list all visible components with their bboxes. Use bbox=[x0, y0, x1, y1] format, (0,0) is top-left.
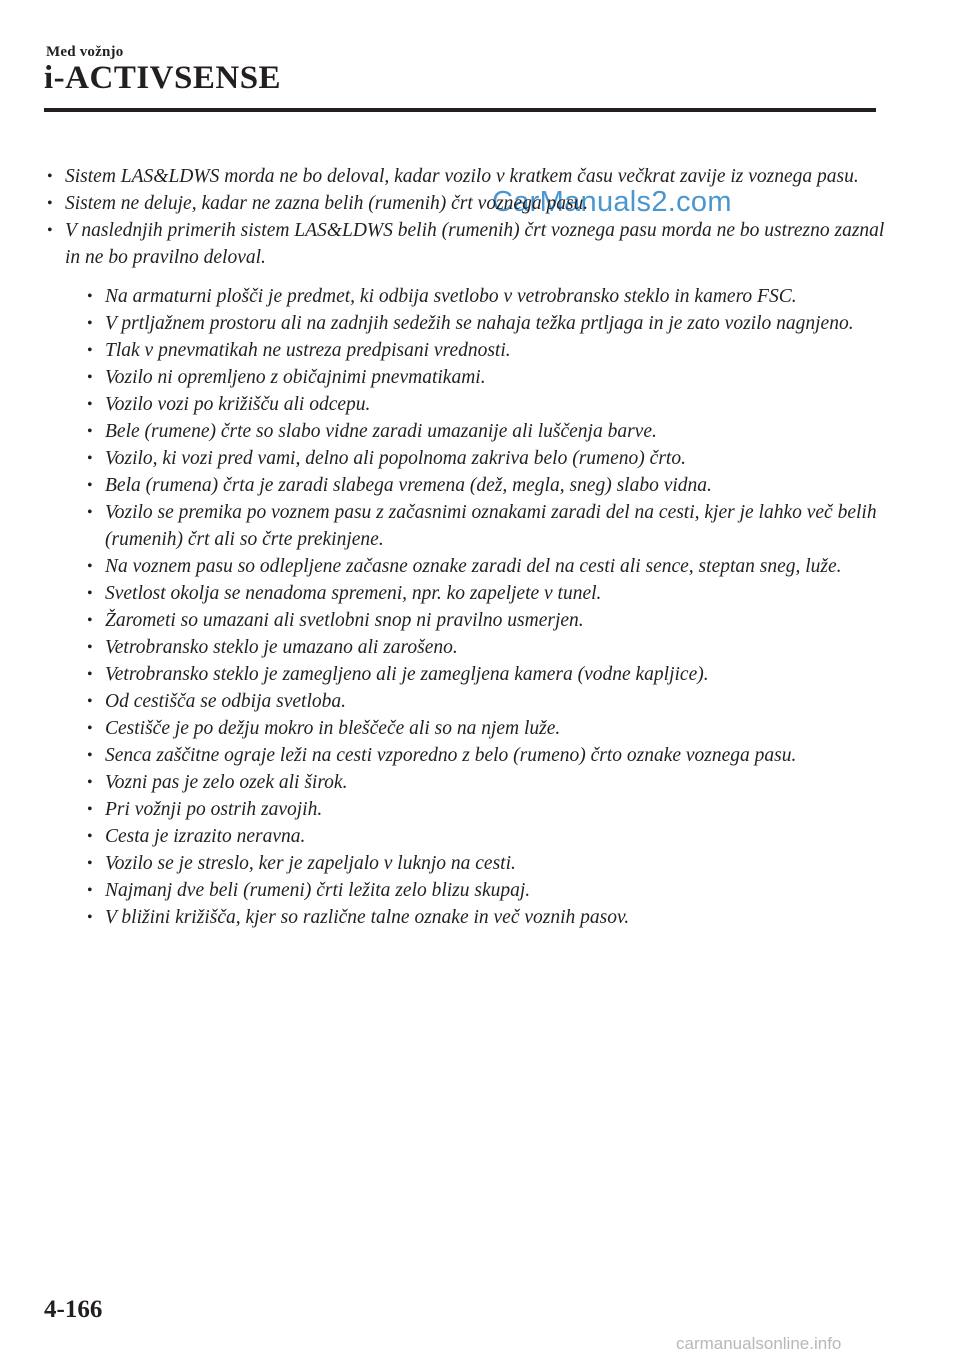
bullet-dot-icon: • bbox=[87, 747, 93, 764]
bullet-dot-icon: • bbox=[87, 612, 93, 629]
page-number: 4-166 bbox=[44, 1296, 103, 1323]
bullet-list bbox=[46, 163, 886, 931]
list-item-text: Tlak v pnevmatikah ne ustreza predpisani vrednosti. bbox=[105, 340, 511, 361]
bullet-dot-icon: • bbox=[87, 801, 93, 818]
list-item bbox=[46, 190, 886, 217]
list-item-text: Vetrobransko steklo je zamegljeno ali je zamegljena kamera (vodne kapljice). bbox=[105, 664, 709, 685]
sub-list-item bbox=[86, 904, 886, 931]
bullet-dot-icon: • bbox=[47, 168, 53, 185]
sub-list-item bbox=[86, 445, 886, 472]
sub-list-item bbox=[86, 553, 886, 580]
bullet-dot-icon: • bbox=[87, 423, 93, 440]
title-rule bbox=[44, 108, 876, 112]
sub-list-item bbox=[86, 499, 886, 553]
list-item-text: V prtljažnem prostoru ali na zadnjih sedežih se nahaja težka prtljaga in je zato vozilo nagnjeno. bbox=[105, 313, 854, 334]
bullet-dot-icon: • bbox=[87, 477, 93, 494]
sub-list-item bbox=[86, 472, 886, 499]
list-item-text: V naslednjih primerih sistem LAS&LDWS belih (rumenih) črt voznega pasu morda ne bo ustrezno zaznal in ne bo pravilno deloval. bbox=[65, 220, 885, 268]
list-item-text: Na armaturni plošči je predmet, ki odbija svetlobo v vetrobransko steklo in kamero FSC. bbox=[105, 286, 797, 307]
list-item-text: Cestišče je po dežju mokro in bleščeče ali so na njem luže. bbox=[105, 718, 561, 739]
bullet-dot-icon: • bbox=[87, 666, 93, 683]
sub-list-item bbox=[86, 337, 886, 364]
bullet-dot-icon: • bbox=[87, 855, 93, 872]
sub-list-item bbox=[86, 796, 886, 823]
list-item-text: Cesta je izrazito neravna. bbox=[105, 826, 306, 847]
list-item-text: Vozilo se premika po voznem pasu z začasnimi oznakami zaradi del na cesti, kjer je lahko več belih (rumenih) črt ali so črte prekinjene. bbox=[105, 502, 877, 550]
bullet-dot-icon: • bbox=[87, 288, 93, 305]
section-label: Med vožnjo bbox=[46, 44, 124, 60]
bullet-dot-icon: • bbox=[87, 342, 93, 359]
sub-list-item bbox=[86, 607, 886, 634]
sub-list-item bbox=[86, 688, 886, 715]
list-item-text: Vozilo se je streslo, ker je zapeljalo v luknjo na cesti. bbox=[105, 853, 516, 874]
list-item-text: Senca zaščitne ograje leži na cesti vzporedno z belo (rumeno) črto oznake voznega pasu. bbox=[105, 745, 797, 766]
sub-list-item bbox=[86, 661, 886, 688]
list-item-text: Vozilo, ki vozi pred vami, delno ali popolnoma zakriva belo (rumeno) črto. bbox=[105, 448, 686, 469]
sub-list-item bbox=[86, 823, 886, 850]
bullet-dot-icon: • bbox=[87, 315, 93, 332]
list-item-text: Sistem ne deluje, kadar ne zazna belih (rumenih) črt voznega pasu. bbox=[65, 193, 589, 214]
list-item bbox=[46, 217, 886, 931]
bullet-dot-icon: • bbox=[87, 909, 93, 926]
list-item-text: Vozilo vozi po križišču ali odcepu. bbox=[105, 394, 371, 415]
list-item bbox=[46, 163, 886, 190]
list-item-text: Vozni pas je zelo ozek ali širok. bbox=[105, 772, 348, 793]
list-item-text: Bela (rumena) črta je zaradi slabega vremena (dež, megla, sneg) slabo vidna. bbox=[105, 475, 712, 496]
bullet-dot-icon: • bbox=[87, 774, 93, 791]
sub-list-item bbox=[86, 769, 886, 796]
bullet-dot-icon: • bbox=[87, 720, 93, 737]
bullet-dot-icon: • bbox=[87, 450, 93, 467]
sub-bullet-list bbox=[86, 283, 886, 931]
list-item-text: Sistem LAS&LDWS morda ne bo deloval, kadar vozilo v kratkem času večkrat zavije iz voznega pasu. bbox=[65, 166, 859, 187]
bullet-dot-icon: • bbox=[87, 504, 93, 521]
sub-list-item bbox=[86, 391, 886, 418]
bullet-dot-icon: • bbox=[87, 882, 93, 899]
sub-list-item bbox=[86, 877, 886, 904]
bullet-dot-icon: • bbox=[47, 195, 53, 212]
chapter-title: i-ACTIVSENSE bbox=[44, 60, 282, 96]
sub-list-item bbox=[86, 742, 886, 769]
list-item-text: Pri vožnji po ostrih zavojih. bbox=[105, 799, 323, 820]
list-item-text: V bližini križišča, kjer so različne talne oznake in več voznih pasov. bbox=[105, 907, 630, 928]
bullet-dot-icon: • bbox=[47, 222, 53, 239]
list-item-text: Vetrobransko steklo je umazano ali zarošeno. bbox=[105, 637, 458, 658]
list-item-text: Bele (rumene) črte so slabo vidne zaradi umazanije ali luščenja barve. bbox=[105, 421, 657, 442]
sub-list-item bbox=[86, 850, 886, 877]
list-item-text: Svetlost okolja se nenadoma spremeni, npr. ko zapeljete v tunel. bbox=[105, 583, 602, 604]
bullet-dot-icon: • bbox=[87, 585, 93, 602]
list-item-text: Najmanj dve beli (rumeni) črti ležita zelo blizu skupaj. bbox=[105, 880, 531, 901]
sub-list-item bbox=[86, 580, 886, 607]
footer-watermark: carmanualsonline.info bbox=[676, 1334, 842, 1353]
sub-list-item bbox=[86, 364, 886, 391]
bullet-dot-icon: • bbox=[87, 558, 93, 575]
bullet-dot-icon: • bbox=[87, 828, 93, 845]
watermark-carmanuals2: CarManuals2.com bbox=[492, 186, 732, 218]
bullet-dot-icon: • bbox=[87, 639, 93, 656]
main-content bbox=[46, 163, 886, 931]
sub-list-item bbox=[86, 634, 886, 661]
list-item-text: Na voznem pasu so odlepljene začasne oznake zaradi del na cesti ali sence, steptan sneg, luže. bbox=[105, 556, 842, 577]
list-item-text: Od cestišča se odbija svetloba. bbox=[105, 691, 346, 712]
sub-list-item bbox=[86, 310, 886, 337]
list-item-text: Žarometi so umazani ali svetlobni snop ni pravilno usmerjen. bbox=[105, 610, 584, 631]
list-item-text: Vozilo ni opremljeno z običajnimi pnevmatikami. bbox=[105, 367, 486, 388]
bullet-dot-icon: • bbox=[87, 693, 93, 710]
sub-list-item bbox=[86, 418, 886, 445]
sub-list-item bbox=[86, 283, 886, 310]
bullet-dot-icon: • bbox=[87, 396, 93, 413]
bullet-dot-icon: • bbox=[87, 369, 93, 386]
sub-list-item bbox=[86, 715, 886, 742]
